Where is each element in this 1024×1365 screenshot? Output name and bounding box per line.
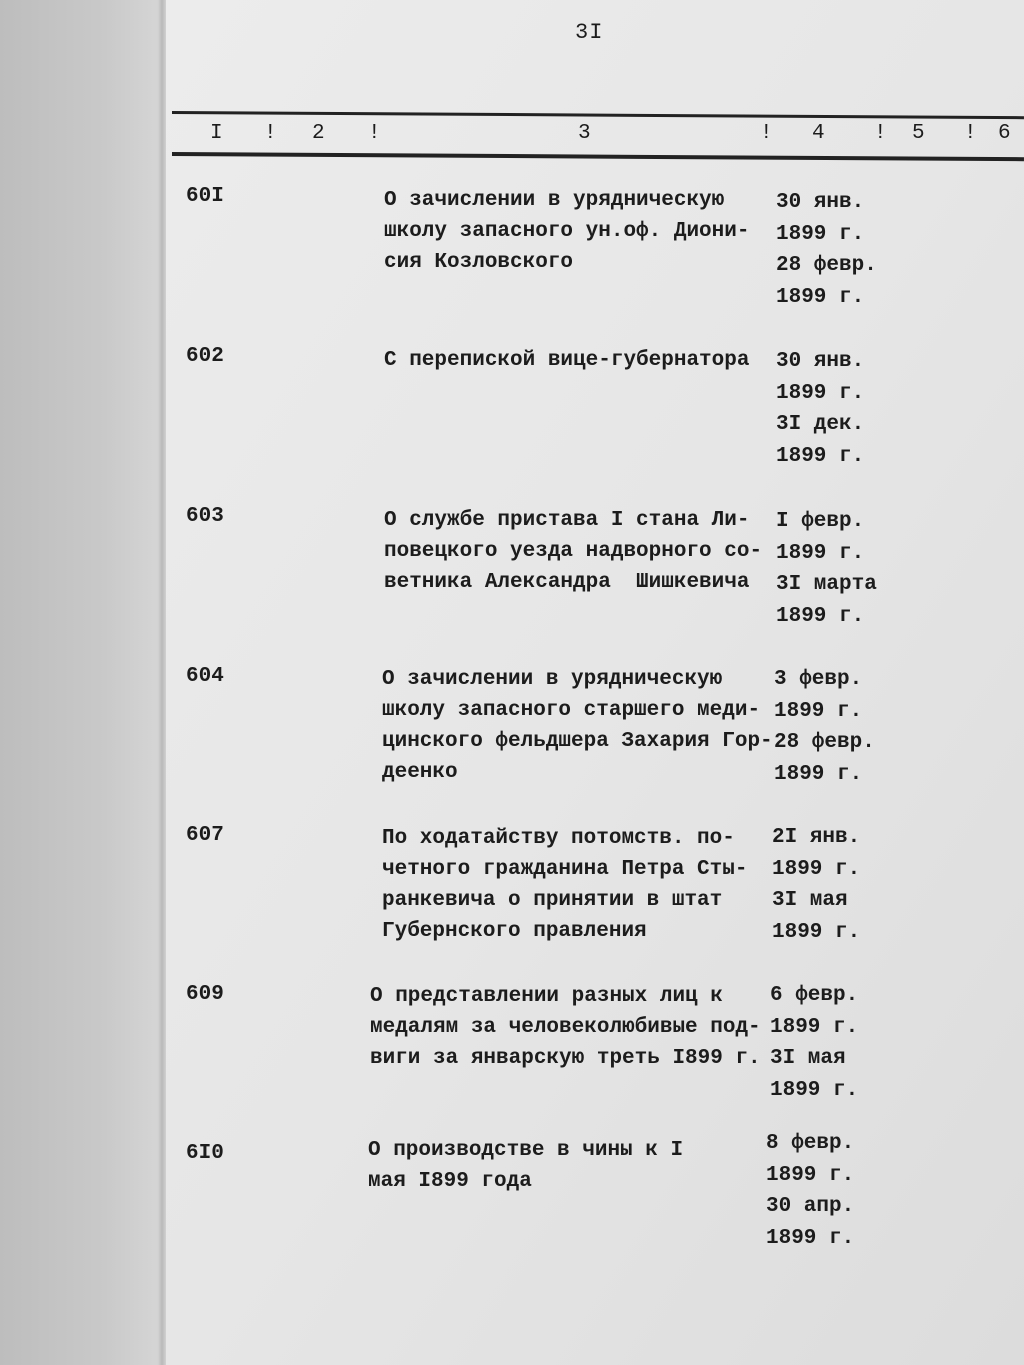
record-title: О зачислении в урядническую школу запасного ун.оф. Диони- сия Козловского	[384, 189, 750, 274]
date-start-year: 1899 г.	[776, 222, 865, 246]
record-title: О представлении разных лиц к медалям за человеколюбивые под- виги за январскую треть I899 г.	[370, 985, 761, 1070]
date-start: 8 февр.	[766, 1132, 855, 1155]
column-separator: !	[874, 122, 887, 145]
record-number: 604	[186, 665, 224, 688]
record-dates	[772, 822, 860, 948]
date-start: 30 янв.	[776, 191, 865, 214]
record-title: О производстве в чины к I мая I899 года	[368, 1139, 684, 1193]
column-header-4: 4	[812, 122, 825, 145]
date-end-year: 1899 г.	[766, 1226, 855, 1250]
record-number: 607	[186, 824, 224, 847]
record-title: С перепиской вице-губернатора	[384, 349, 750, 372]
date-start: 30 янв.	[776, 350, 865, 373]
date-start-year: 1899 г.	[774, 699, 863, 723]
column-header-1: I	[210, 122, 223, 145]
record-dates	[770, 980, 858, 1106]
date-start: I февр.	[776, 510, 865, 533]
record-number: 6I0	[186, 1142, 224, 1165]
date-start-year: 1899 г.	[772, 857, 861, 881]
date-end: 3I мая	[770, 1047, 846, 1070]
record-number: 603	[186, 505, 224, 528]
date-start-year: 1899 г.	[776, 541, 865, 565]
record-dates	[776, 346, 864, 472]
page-fold-edge	[158, 0, 166, 1365]
date-end: 28 февр.	[776, 254, 877, 277]
date-start: 6 февр.	[770, 984, 859, 1007]
column-separator: !	[368, 122, 381, 145]
column-separator: !	[964, 122, 977, 145]
record-dates	[776, 187, 877, 313]
date-start: 2I янв.	[772, 826, 861, 849]
date-end-year: 1899 г.	[776, 444, 865, 468]
binding-shadow	[0, 0, 175, 1365]
record-dates	[776, 506, 877, 632]
date-end: 3I марта	[776, 573, 877, 596]
column-header-5: 5	[912, 122, 925, 145]
column-header-3: 3	[578, 122, 591, 145]
column-separator: !	[264, 122, 277, 145]
date-end-year: 1899 г.	[770, 1078, 859, 1102]
date-start: 3 февр.	[774, 668, 863, 691]
page-number: 3I	[575, 20, 604, 45]
date-end-year: 1899 г.	[776, 604, 865, 628]
record-number: 609	[186, 983, 224, 1006]
date-end: 3I мая	[772, 889, 848, 912]
record-dates	[774, 664, 875, 790]
date-start-year: 1899 г.	[776, 381, 865, 405]
column-header-2: 2	[312, 122, 325, 145]
date-end-year: 1899 г.	[776, 285, 865, 309]
date-end: 30 апр.	[766, 1195, 855, 1218]
date-end: 28 февр.	[774, 731, 875, 754]
record-title: О службе пристава I стана Ли- повецкого уезда надворного со- ветника Александра Шишкевича	[384, 509, 763, 594]
record-number: 602	[186, 345, 224, 368]
date-start-year: 1899 г.	[766, 1163, 855, 1187]
column-header-6: 6	[998, 122, 1011, 145]
date-end-year: 1899 г.	[772, 920, 861, 944]
record-title: О зачислении в урядническую школу запасного старшего меди- цинского фельдшера Захария Гор- деенко	[382, 668, 773, 784]
date-start-year: 1899 г.	[770, 1015, 859, 1039]
record-dates	[766, 1128, 854, 1254]
date-end-year: 1899 г.	[774, 762, 863, 786]
record-number: 60I	[186, 185, 224, 208]
column-separator: !	[760, 122, 773, 145]
date-end: 3I дек.	[776, 413, 865, 436]
record-title: По ходатайству потомств. по- четного гражданина Петра Сты- ранкевича о принятии в штат Губернского правления	[382, 827, 748, 943]
